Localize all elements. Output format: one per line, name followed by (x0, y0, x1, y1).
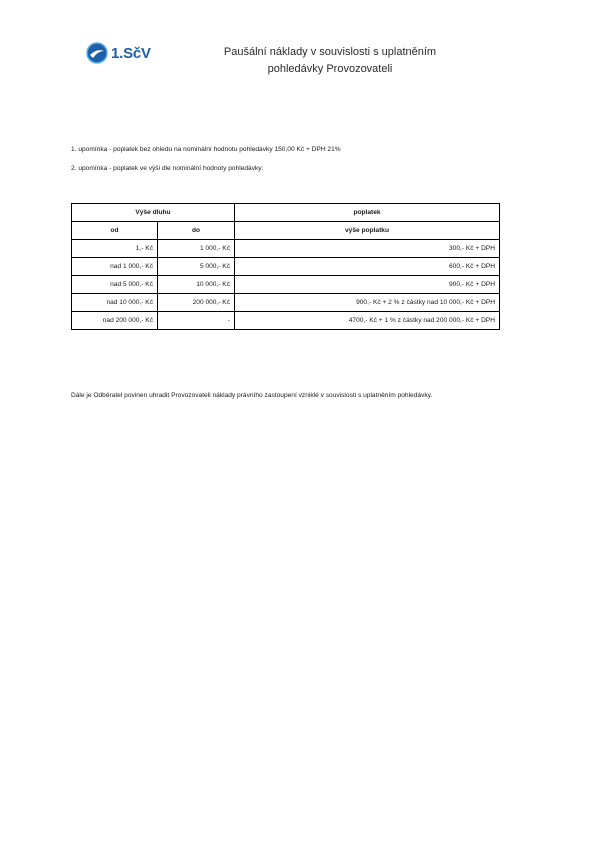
cell-to: 5 000,- Kč (158, 258, 235, 276)
cell-to: 10 000,- Kč (158, 276, 235, 294)
title-line-2: pohledávky Provozovateli (267, 63, 393, 75)
cell-fee: 300,- Kč + DPH (235, 240, 500, 258)
second-reminder-text: 2. upomínka - poplatek ve výši dle nominální hodnoty pohledávky: (71, 165, 264, 172)
table-subheader-row (72, 222, 500, 240)
subheader-fee-amount: výše poplatku (235, 222, 500, 240)
fee-table (71, 203, 500, 330)
logo-text: 1.SčV (111, 44, 151, 62)
cell-to: - (158, 312, 235, 330)
header-debt-amount: Výše dluhu (72, 204, 235, 222)
table-header-row (72, 204, 500, 222)
table-row (72, 312, 500, 330)
table-row (72, 240, 500, 258)
subheader-from: od (72, 222, 158, 240)
cell-fee: 600,- Kč + DPH (235, 258, 500, 276)
cell-from: nad 200 000,- Kč (72, 312, 158, 330)
table-row (72, 258, 500, 276)
page-title (150, 44, 510, 78)
cell-fee: 900,- Kč + 2 % z částky nad 10 000,- Kč + DPH (235, 294, 500, 312)
table-row (72, 294, 500, 312)
subheader-to: do (158, 222, 235, 240)
cell-from: nad 1 000,- Kč (72, 258, 158, 276)
cell-from: nad 5 000,- Kč (72, 276, 158, 294)
legal-costs-paragraph: Dále je Odběratel povinen uhradit Provozovateli náklady právního zastoupení vzniklé v souvislosti s uplatněním pohledávky. (71, 392, 433, 399)
first-reminder-text: 1. upomínka - poplatek bez ohledu na nominální hodnotu pohledávky 150,00 Kč + DPH 21% (71, 146, 341, 153)
cell-to: 1 000,- Kč (158, 240, 235, 258)
cell-from: nad 10 000,- Kč (72, 294, 158, 312)
header-fee: poplatek (235, 204, 500, 222)
cell-from: 1,- Kč (72, 240, 158, 258)
company-logo (86, 42, 151, 64)
cell-to: 200 000,- Kč (158, 294, 235, 312)
cell-fee: 900,- Kč + DPH (235, 276, 500, 294)
table-row (72, 276, 500, 294)
cell-fee: 4700,- Kč + 1 % z částky nad 200 000,- Kč + DPH (235, 312, 500, 330)
logo-mark-icon (86, 42, 108, 64)
title-line-1: Paušální náklady v souvislosti s uplatněním (223, 46, 437, 58)
